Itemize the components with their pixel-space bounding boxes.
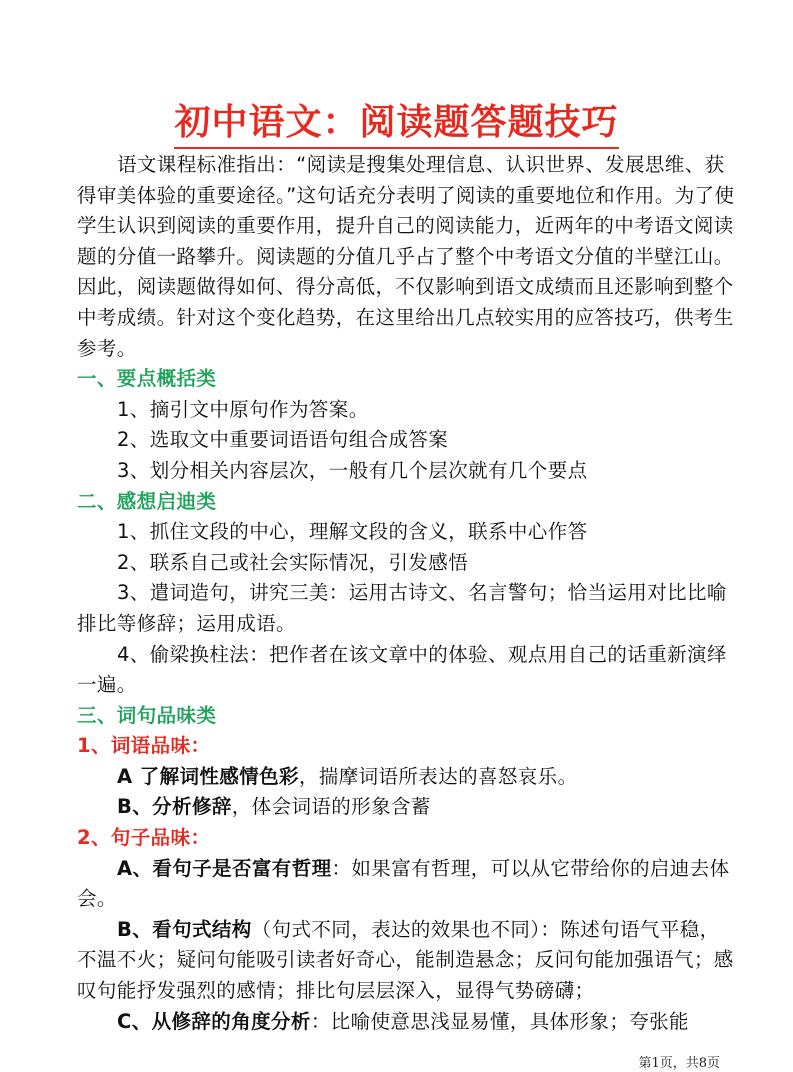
document-title <box>0 94 793 149</box>
list-item <box>77 915 737 1007</box>
item-text: ：比喻使意思浅显易懂，具体形象；夸张能 <box>310 1009 689 1033</box>
item-text: ，揣摩词语所表达的喜怒哀乐。 <box>298 764 578 788</box>
list-item: 1、摘引文中原句作为答案。 <box>117 397 369 421</box>
list-item <box>77 1007 737 1038</box>
list-item <box>77 762 737 793</box>
item-emphasis: C、从修辞的角度分析 <box>117 1009 311 1033</box>
list-item <box>77 854 737 915</box>
item-text: ：如果富有哲理，可以从它带给你的启迪去体会。 <box>77 856 730 911</box>
document-body <box>77 150 737 1037</box>
subsection-heading-words: 1、词语品味： <box>77 734 211 758</box>
intro-paragraph: 语文课程标准指出：“阅读是搜集处理信息、认识世界、发展思维、获得审美体验的重要途径。”这句话充分表明了阅读的重要地位和作用。为了使学生认识到阅读的重要作用，提升自己的阅读能力，近两年的中考语文阅读题的分值一路攀升。阅读题的分值几乎占了整个中考语文分值的半壁江山。因此，阅读题做得如何、得分高低，不仅影响到语文成绩而且还影响到整个中考成绩。针对这个变化趋势，在这里给出几点较实用的应答技巧，供考生参考。 <box>77 153 735 360</box>
item-text: （句式不同，表达的效果也不同）：陈述句语气平稳，不温不火；疑问句能吸引读者好奇心，能制造悬念；反问句能加强语气；感叹句能抒发强烈的感情；排比句层层深入，显得气势磅礴； <box>77 917 734 1003</box>
list-item <box>77 792 737 823</box>
list-item: 4、偷梁换柱法：把作者在该文章中的体验、观点用自己的话重新演绎一遍。 <box>77 642 727 697</box>
section-heading-appreciation: 三、词句品味类 <box>77 703 217 727</box>
subsection-heading-sentences: 2、句子品味： <box>77 826 211 850</box>
item-emphasis: B、看句式结构 <box>117 917 252 941</box>
section-heading-summary: 一、要点概括类 <box>77 367 217 391</box>
item-text: ，体会词语的形象含蓄 <box>231 795 431 819</box>
page-number: 第1页，共8页 <box>638 1056 720 1071</box>
list-item: 2、选取文中重要词语语句组合成答案 <box>117 428 449 452</box>
title-text: 初中语文：阅读题答题技巧 <box>174 94 618 149</box>
item-emphasis: B、分析修辞 <box>117 795 232 819</box>
list-item: 2、联系自己或社会实际情况，引发感悟 <box>117 550 469 574</box>
list-item: 3、遣词造句，讲究三美：运用古诗文、名言警句；恰当运用对比比喻排比等修辞；运用成语。 <box>77 581 727 635</box>
item-emphasis: A、看句子是否富有哲理 <box>117 856 332 880</box>
list-item: 3、划分相关内容层次，一般有几个层次就有几个要点 <box>117 458 588 482</box>
section-heading-insight: 二、感想启迪类 <box>77 489 217 513</box>
list-item: 1、抓住文段的中心，理解文段的含义，联系中心作答 <box>117 520 588 544</box>
item-emphasis: A 了解词性感情色彩 <box>117 764 299 788</box>
